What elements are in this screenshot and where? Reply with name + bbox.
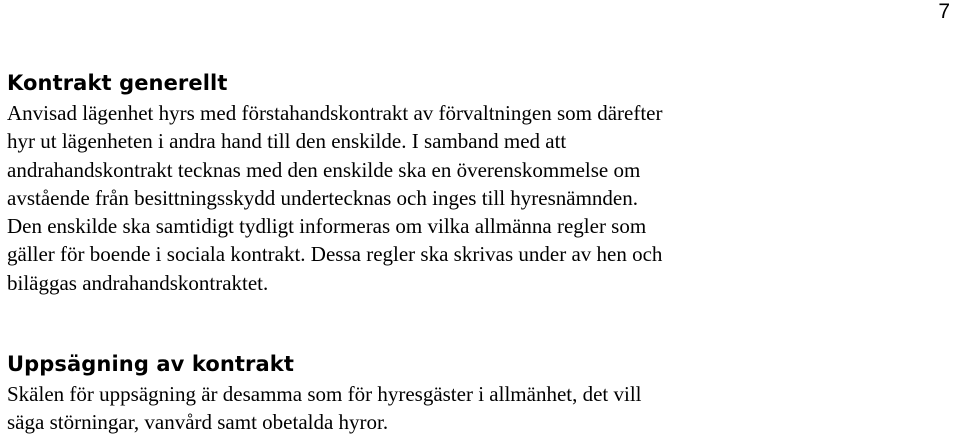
- paragraph-line: säga störningar, vanvård samt obetalda hyror.: [7, 410, 389, 435]
- section-kontrakt-generellt: [7, 70, 807, 297]
- paragraph-line: avstående från besittningsskydd undertecknas och inges till hyresnämnden.: [7, 185, 639, 210]
- section-heading: Kontrakt generellt: [7, 71, 228, 95]
- paragraph-line: Den enskilde ska samtidigt tydligt informeras om vilka allmänna regler som: [7, 214, 647, 239]
- section-paragraph: [7, 380, 807, 437]
- section-paragraph: [7, 99, 807, 297]
- paragraph-line: Skälen för uppsägning är desamma som för hyresgäster i allmänhet, det vill: [7, 382, 642, 406]
- paragraph-line: gäller för boende i sociala kontrakt. Dessa regler ska skrivas under av hen och: [7, 242, 663, 267]
- section-uppsagning-av-kontrakt: [7, 351, 807, 437]
- paragraph-line: biläggas andrahandskontraktet.: [7, 270, 269, 295]
- paragraph-line: Anvisad lägenhet hyrs med förstahandskontrakt av förvaltningen som därefter: [7, 101, 663, 125]
- paragraph-line: hyr ut lägenheten i andra hand till den enskilde. I samband med att: [7, 129, 567, 154]
- section-heading: Uppsägning av kontrakt: [7, 352, 294, 376]
- page-number: 7: [938, 0, 950, 23]
- paragraph-line: andrahandskontrakt tecknas med den enskilde ska en överenskommelse om: [7, 157, 641, 182]
